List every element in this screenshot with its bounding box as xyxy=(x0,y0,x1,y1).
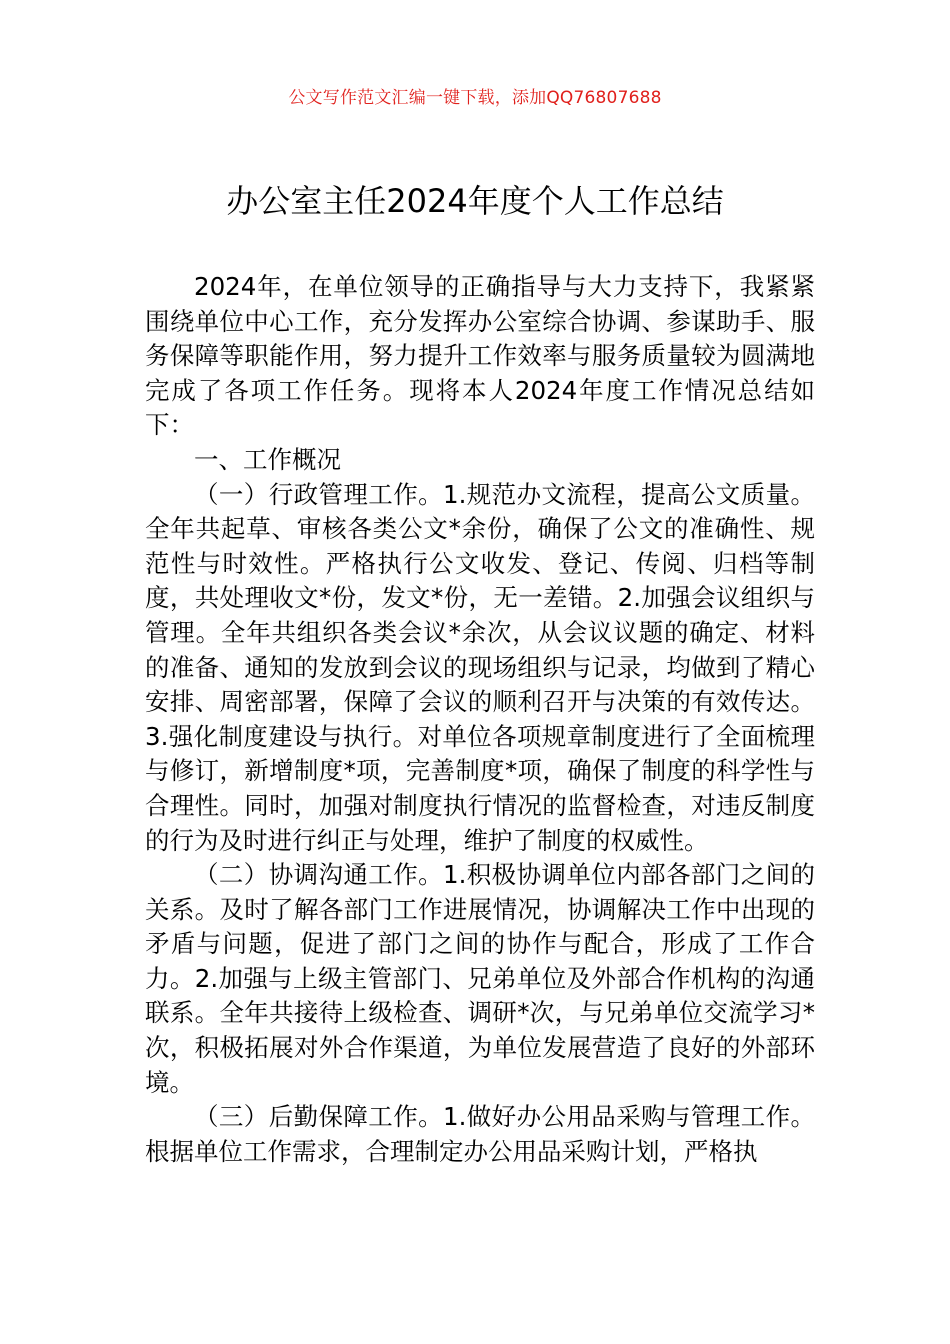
document-body xyxy=(145,270,815,1169)
paragraph-logistics-support: （三）后勤保障工作。1.做好办公用品采购与管理工作。根据单位工作需求，合理制定办公用品采购计划，严格执 xyxy=(145,1102,815,1166)
download-notice: 公文写作范文汇编一键下载，添加QQ76807688 xyxy=(288,88,662,108)
paragraph-coordination-communication: （二）协调沟通工作。1.积极协调单位内部各部门之间的关系。及时了解各部门工作进展情况，协调解决工作中出现的矛盾与问题，促进了部门之间的协作与配合，形成了工作合力。2.加强与上级主管部门、兄弟单位及外部合作机构的沟通联系。全年共接待上级检查、调研*次，与兄弟单位交流学习*次，积极拓展对外合作渠道，为单位发展营造了良好的外部环境。 xyxy=(145,860,815,1097)
section-heading-work-overview: 一、工作概况 xyxy=(194,444,341,474)
document-title: 办公室主任2024年度个人工作总结 xyxy=(226,182,724,220)
paragraph-administrative-management: （一）行政管理工作。1.规范办文流程，提高公文质量。全年共起草、审核各类公文*余份，确保了公文的准确性、规范性与时效性。严格执行公文收发、登记、传阅、归档等制度，共处理收文*份，发文*份，无一差错。2.加强会议组织与管理。全年共组织各类会议*余次，从会议议题的确定、材料的准备、通知的发放到会议的现场组织与记录，均做到了精心安排、周密部署，保障了会议的顺利召开与决策的有效传达。3.强化制度建设与执行。对单位各项规章制度进行了全面梳理与修订，新增制度*项，完善制度*项，确保了制度的科学性与合理性。同时，加强对制度执行情况的监督检查，对违反制度的行为及时进行纠正与处理，维护了制度的权威性。 xyxy=(145,479,815,855)
intro-paragraph: 2024年，在单位领导的正确指导与大力支持下，我紧紧围绕单位中心工作，充分发挥办公室综合协调、参谋助手、服务保障等职能作用，努力提升工作效率与服务质量较为圆满地完成了各项工作任务。现将本人2024年度工作情况总结如下： xyxy=(145,272,815,440)
